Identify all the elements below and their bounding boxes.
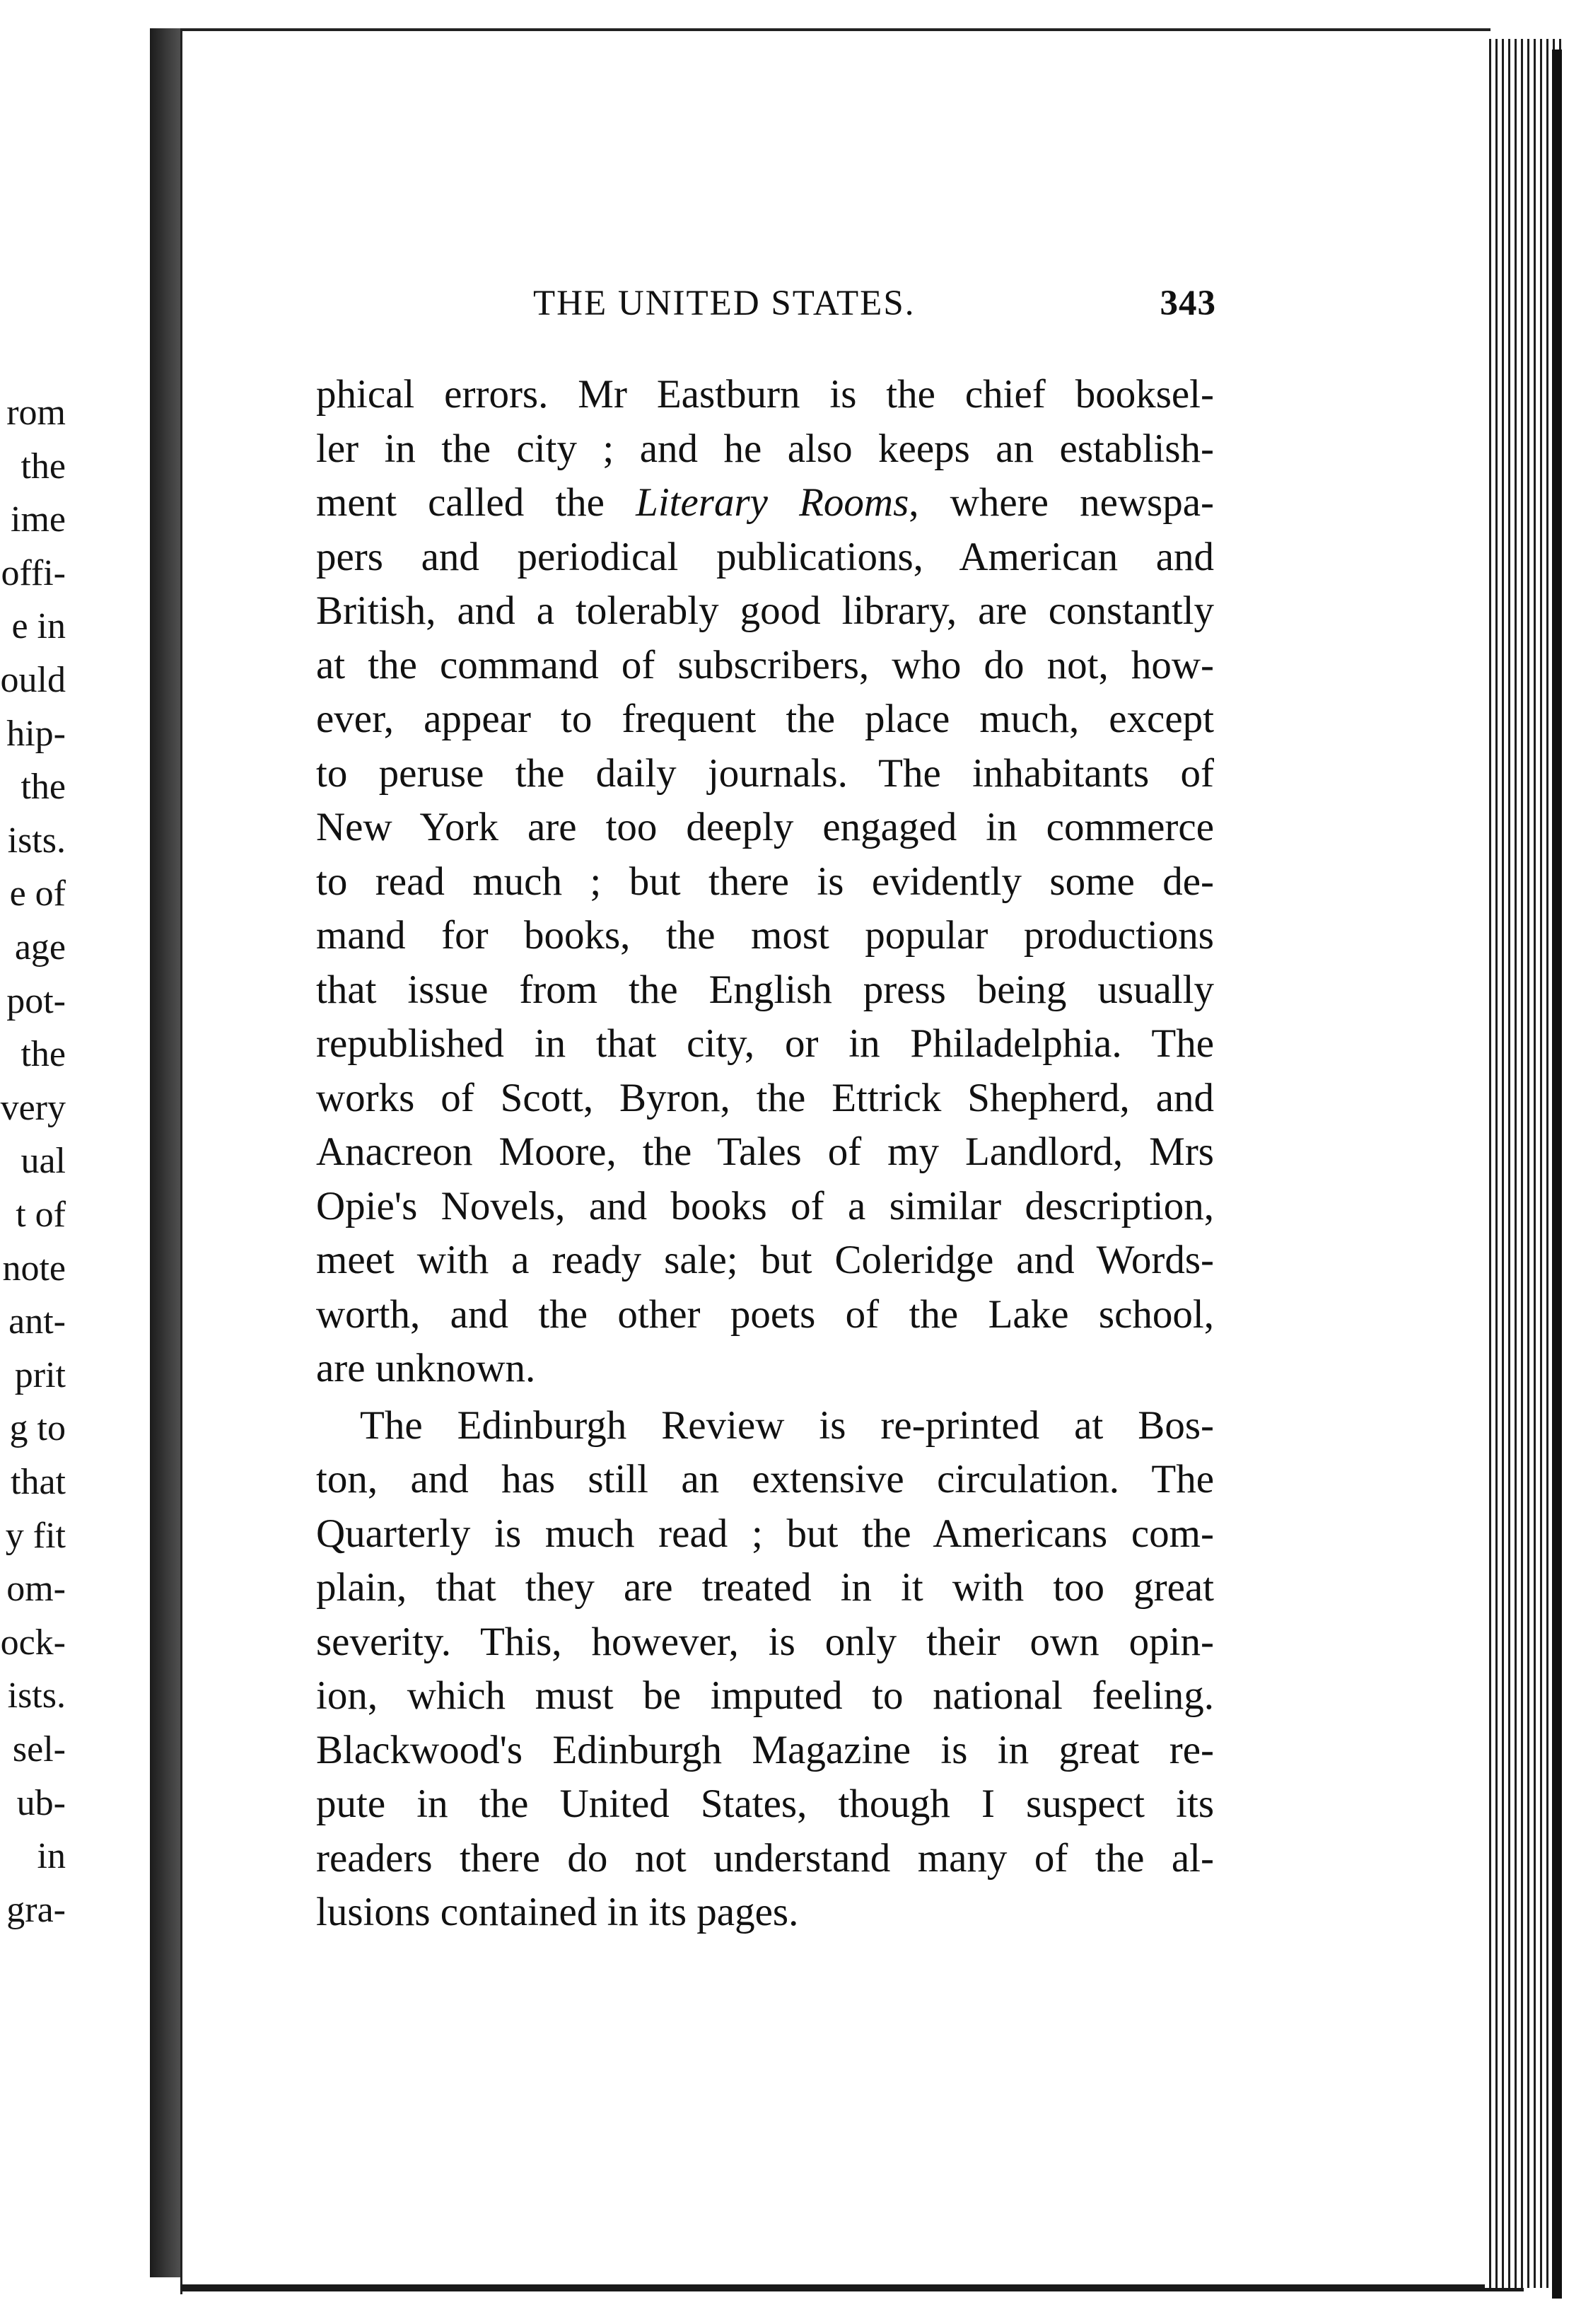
text-line (316, 1615, 1214, 1670)
text-segment: Opie's Novels, and books of a similar description, (316, 1183, 1214, 1228)
left-page-fragment: pot- (6, 980, 66, 1021)
body-text (316, 368, 1214, 1940)
left-page-fragment: in (37, 1836, 66, 1877)
running-head (318, 283, 1216, 332)
text-segment: The Edinburgh Review is re-printed at Bos- (360, 1402, 1214, 1448)
text-segment: Quarterly is much read ; but the Americans com- (316, 1511, 1214, 1556)
left-page-fragment: the (21, 1034, 66, 1075)
text-segment: to read much ; but there is evidently some de- (316, 859, 1214, 904)
text-line (316, 476, 1214, 530)
text-line (316, 963, 1214, 1018)
paragraph (316, 1399, 1214, 1940)
text-line (316, 1507, 1214, 1562)
text-segment: pute in the United States, though I suspect its (316, 1782, 1214, 1826)
text-segment: republished in that city, or in Philadelphia. The (316, 1021, 1214, 1066)
text-line (316, 1453, 1214, 1507)
text-segment: plain, that they are treated in it with too great (316, 1565, 1214, 1610)
text-segment: severity. This, however, is only their own opin- (316, 1619, 1214, 1664)
text-line (316, 1724, 1214, 1778)
text-segment: pers and periodical publications, American and (316, 534, 1214, 579)
left-page-fragment: offi- (1, 552, 66, 593)
left-page-fragment: g to (9, 1408, 66, 1449)
text-segment: ion, which must be imputed to national feeling. (316, 1673, 1214, 1718)
text-line (316, 1777, 1214, 1832)
text-segment: mand for books, the most popular productions (316, 913, 1214, 958)
italic-title: Literary Rooms (636, 480, 909, 525)
text-line (316, 1669, 1214, 1724)
left-page-fragment: ock- (0, 1622, 66, 1663)
text-line (316, 584, 1214, 639)
left-page-fragment: the (21, 446, 66, 487)
text-segment: phical errors. Mr Eastburn is the chief booksel- (316, 372, 1214, 417)
left-page-fragment: hip- (6, 713, 66, 754)
left-page-fragment: that (11, 1462, 66, 1502)
page-fore-edge (1485, 39, 1563, 2288)
text-line (316, 801, 1214, 855)
text-segment: British, and a tolerably good library, are constantly (316, 588, 1214, 633)
left-page-fragment: ists. (7, 820, 66, 861)
text-segment: ever, appear to frequent the place much, except (316, 697, 1214, 741)
text-segment: readers there do not understand many of the al- (316, 1835, 1214, 1881)
left-page-fragment: ime (11, 499, 66, 540)
text-segment: that issue from the English press being usually (316, 967, 1214, 1012)
left-page-fragment: ual (21, 1141, 66, 1182)
text-line (316, 747, 1214, 801)
text-segment: works of Scott, Byron, the Ettrick Shepherd, and (316, 1075, 1214, 1120)
left-page-fragment: ant- (8, 1301, 66, 1342)
text-segment: at the command of subscribers, who do not, how- (316, 642, 1214, 687)
paragraph (316, 368, 1214, 1396)
text-segment: , where newspa- (909, 480, 1214, 525)
left-page-fragment: very (0, 1087, 66, 1128)
text-line (316, 422, 1214, 477)
running-title: THE UNITED STATES. (533, 284, 916, 323)
text-segment: New York are too deeply engaged in commerce (316, 805, 1214, 849)
text-segment: are unknown. (316, 1346, 536, 1390)
left-page-fragment: e in (11, 606, 66, 647)
text-line (316, 368, 1214, 422)
text-line (316, 1180, 1214, 1234)
text-line (316, 1017, 1214, 1071)
page-bottom-edge (180, 2284, 1524, 2291)
text-line (316, 639, 1214, 693)
left-page-fragment: ub- (16, 1782, 66, 1823)
text-line (316, 1071, 1214, 1126)
left-page-fragment: y fit (5, 1515, 66, 1556)
text-line (316, 1832, 1214, 1886)
left-page-fragment: prit (14, 1354, 66, 1395)
left-page-fragment: note (2, 1248, 66, 1289)
text-line (316, 1399, 1214, 1453)
text-line (316, 1233, 1214, 1288)
left-page-fragment: sel- (12, 1729, 66, 1770)
left-page-edge (0, 0, 152, 2324)
page-number: 343 (1160, 284, 1216, 323)
text-segment: Blackwood's Edinburgh Magazine is in great re- (316, 1727, 1214, 1772)
left-page-fragment: om- (6, 1569, 66, 1610)
text-segment: meet with a ready sale; but Coleridge and Words- (316, 1238, 1214, 1282)
left-page-fragment: t of (16, 1195, 66, 1235)
text-line (316, 909, 1214, 963)
text-line (316, 530, 1214, 585)
text-segment: to peruse the daily journals. The inhabitants of (316, 750, 1214, 796)
text-segment: Anacreon Moore, the Tales of my Landlord, Mrs (316, 1129, 1214, 1174)
text-line (316, 1342, 1214, 1396)
left-page-fragment: the (21, 767, 66, 808)
text-line (316, 1125, 1214, 1180)
left-page-fragment: age (14, 927, 66, 968)
left-page-fragment: gra- (6, 1889, 66, 1930)
text-segment: worth, and the other poets of the Lake school, (316, 1291, 1214, 1337)
text-segment: ler in the city ; and he also keeps an establish- (316, 426, 1214, 471)
left-page-fragment: ists. (7, 1675, 66, 1716)
left-page-fragment: rom (6, 393, 66, 433)
text-line (316, 855, 1214, 910)
page-fore-edge-outer (1552, 50, 1562, 2299)
text-segment: lusions contained in its pages. (316, 1890, 799, 1934)
left-page-fragment: e of (9, 873, 66, 914)
text-line (316, 692, 1214, 747)
text-segment: ton, and has still an extensive circulation. The (316, 1457, 1214, 1501)
text-line (316, 1886, 1214, 1940)
text-line (316, 1288, 1214, 1342)
left-page-fragment: ould (0, 660, 66, 700)
text-line (316, 1561, 1214, 1615)
text-segment: ment called the (316, 480, 636, 525)
